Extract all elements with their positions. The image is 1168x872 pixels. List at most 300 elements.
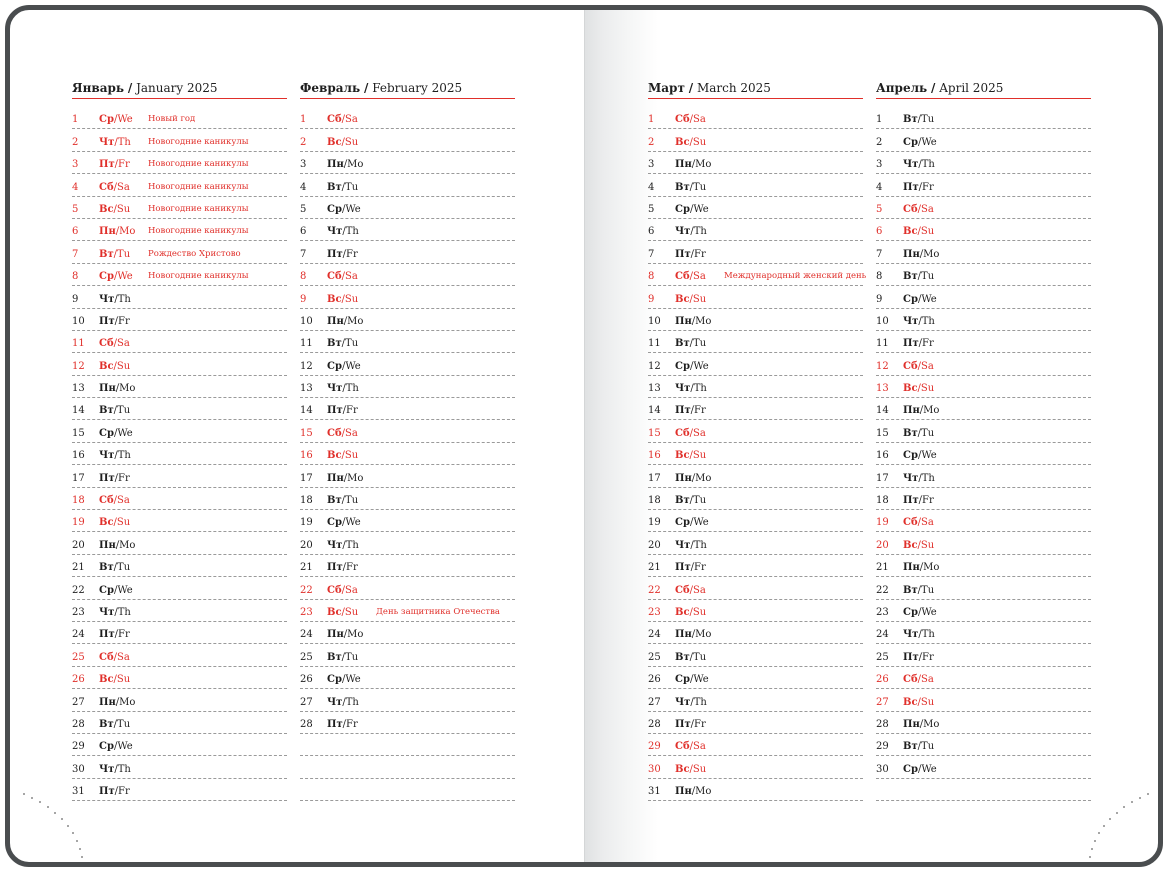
day-row — [648, 420, 863, 442]
month-name-ru: Март — [648, 81, 685, 95]
weekday: Пн/Mo — [903, 562, 940, 574]
day-number: 10 — [876, 315, 889, 327]
day-number: 25 — [72, 651, 85, 663]
weekday-ru: Вс — [903, 539, 918, 551]
month-name-en: April 2025 — [939, 81, 1004, 95]
weekday-en: Su — [344, 136, 359, 148]
day-row — [876, 129, 1091, 151]
weekday: Вт/Tu — [675, 338, 707, 350]
day-row — [876, 488, 1091, 510]
weekday-ru: Чт — [675, 383, 691, 395]
weekday-ru: Пн — [675, 629, 692, 641]
day-row — [300, 107, 515, 129]
weekday-en: Tu — [117, 248, 131, 260]
weekday: Вс/Su — [675, 450, 707, 462]
weekday-en: Tu — [117, 718, 131, 730]
weekday-en: Sa — [345, 271, 358, 283]
day-row — [72, 555, 287, 577]
weekday-en: Th — [117, 606, 131, 618]
weekday-ru: Пт — [903, 651, 919, 663]
weekday-ru: Вс — [327, 136, 342, 148]
month-header — [876, 80, 1091, 99]
weekday: Сб/Sa — [903, 360, 934, 372]
day-number: 28 — [648, 718, 661, 730]
weekday-en: We — [921, 293, 937, 305]
weekday-en: Fr — [694, 405, 706, 417]
day-number: 1 — [300, 114, 307, 126]
weekday-en: Su — [920, 226, 935, 238]
weekday-ru: Пн — [327, 629, 344, 641]
weekday: Сб/Sa — [903, 674, 934, 686]
weekday-ru: Сб — [675, 271, 690, 283]
day-row — [876, 532, 1091, 554]
day-number: 17 — [72, 472, 85, 484]
day-row — [300, 241, 515, 263]
weekday-en: Sa — [921, 674, 934, 686]
day-number: 26 — [72, 674, 85, 686]
weekday-en: We — [117, 584, 133, 596]
day-row — [300, 398, 515, 420]
weekday: Пн/Mo — [99, 226, 136, 238]
day-row — [648, 555, 863, 577]
weekday-en: Sa — [693, 427, 706, 439]
weekday-en: Su — [920, 539, 935, 551]
weekday-ru: Пн — [675, 472, 692, 484]
weekday-ru: Сб — [327, 427, 342, 439]
day-row — [300, 667, 515, 689]
weekday-en: Mo — [923, 718, 940, 730]
day-row — [72, 376, 287, 398]
weekday-en: Tu — [345, 495, 359, 507]
day-row — [876, 152, 1091, 174]
holiday-note: Новогодние каникулы — [148, 136, 249, 147]
weekday: Вс/Su — [675, 293, 707, 305]
weekday: Ср/We — [327, 203, 361, 215]
day-row — [648, 241, 863, 263]
corner-dots-right — [1084, 790, 1154, 862]
weekday: Пт/Fr — [99, 315, 130, 327]
day-row — [648, 488, 863, 510]
weekday-en: Fr — [118, 629, 130, 641]
weekday-en: Tu — [921, 427, 935, 439]
day-number: 8 — [72, 271, 79, 283]
day-number: 17 — [300, 472, 313, 484]
weekday: Пн/Mo — [327, 629, 364, 641]
weekday: Ср/We — [99, 741, 133, 753]
day-number: 29 — [648, 741, 661, 753]
day-row — [876, 443, 1091, 465]
weekday: Вс/Su — [327, 606, 359, 618]
weekday-ru: Ср — [99, 741, 114, 753]
day-row — [300, 197, 515, 219]
month-separator: / — [688, 81, 694, 95]
month-february — [300, 80, 515, 801]
day-row — [648, 174, 863, 196]
weekday-ru: Пн — [327, 159, 344, 171]
weekday-en: Mo — [695, 629, 712, 641]
day-row — [648, 219, 863, 241]
weekday-en: We — [345, 203, 361, 215]
weekday-ru: Сб — [903, 203, 918, 215]
weekday-en: We — [117, 114, 133, 126]
weekday: Пт/Fr — [327, 248, 358, 260]
weekday-ru: Пн — [903, 405, 920, 417]
day-number: 7 — [876, 248, 883, 260]
weekday: Пт/Fr — [327, 562, 358, 574]
weekday-en: Su — [344, 450, 359, 462]
day-number: 19 — [300, 517, 313, 529]
weekday-en: Th — [345, 539, 359, 551]
weekday-en: Mo — [923, 562, 940, 574]
day-row — [648, 353, 863, 375]
holiday-note: Рождество Христово — [148, 248, 241, 259]
day-number: 25 — [876, 651, 889, 663]
weekday: Чт/Th — [903, 159, 935, 171]
day-number: 17 — [876, 472, 889, 484]
weekday-en: Mo — [119, 696, 136, 708]
day-number: 22 — [876, 584, 889, 596]
day-row — [876, 174, 1091, 196]
day-number: 21 — [876, 562, 889, 574]
weekday-en: Tu — [117, 405, 131, 417]
day-number: 13 — [300, 383, 313, 395]
day-row — [876, 241, 1091, 263]
day-number: 13 — [648, 383, 661, 395]
day-number: 8 — [648, 271, 655, 283]
weekday-ru: Пт — [903, 338, 919, 350]
day-row — [300, 577, 515, 599]
weekday: Пт/Fr — [99, 159, 130, 171]
weekday-en: Th — [693, 383, 707, 395]
weekday-en: Th — [921, 629, 935, 641]
weekday-ru: Чт — [99, 293, 115, 305]
day-row — [300, 309, 515, 331]
day-number: 3 — [72, 159, 79, 171]
weekday-en: Su — [692, 763, 707, 775]
weekday-ru: Вс — [903, 226, 918, 238]
day-number: 19 — [648, 517, 661, 529]
day-number: 17 — [648, 472, 661, 484]
day-row — [300, 622, 515, 644]
weekday: Чт/Th — [675, 696, 707, 708]
day-number: 16 — [648, 450, 661, 462]
weekday: Чт/Th — [903, 472, 935, 484]
weekday: Сб/Sa — [675, 114, 706, 126]
weekday-ru: Чт — [99, 450, 115, 462]
day-number: 16 — [300, 450, 313, 462]
day-row — [72, 667, 287, 689]
weekday-ru: Вс — [99, 203, 114, 215]
weekday-ru: Пн — [675, 315, 692, 327]
day-number: 2 — [876, 136, 883, 148]
weekday: Ср/We — [903, 450, 937, 462]
weekday-ru: Пн — [327, 472, 344, 484]
weekday-ru: Чт — [99, 606, 115, 618]
day-row — [648, 107, 863, 129]
day-number: 24 — [876, 629, 889, 641]
weekday: Пн/Mo — [675, 315, 712, 327]
weekday-ru: Вс — [99, 360, 114, 372]
day-row — [648, 577, 863, 599]
weekday-en: Fr — [922, 181, 934, 193]
day-number: 14 — [876, 405, 889, 417]
day-row — [72, 152, 287, 174]
weekday: Пт/Fr — [675, 562, 706, 574]
weekday-en: We — [345, 517, 361, 529]
weekday-en: Mo — [695, 786, 712, 798]
weekday-en: Sa — [345, 427, 358, 439]
weekday-en: We — [117, 271, 133, 283]
weekday-ru: Вт — [327, 651, 342, 663]
weekday: Чт/Th — [675, 539, 707, 551]
day-number: 5 — [876, 203, 883, 215]
weekday-ru: Пн — [903, 718, 920, 730]
weekday: Пт/Fr — [675, 248, 706, 260]
weekday-en: Sa — [117, 338, 130, 350]
weekday-ru: Пт — [99, 472, 115, 484]
month-name-en: January 2025 — [136, 81, 218, 95]
weekday: Пт/Fr — [99, 472, 130, 484]
weekday-en: Sa — [921, 203, 934, 215]
weekday-en: Th — [345, 226, 359, 238]
weekday-ru: Чт — [327, 383, 343, 395]
weekday-en: We — [921, 450, 937, 462]
weekday: Вс/Su — [327, 136, 359, 148]
day-row — [876, 689, 1091, 711]
day-number: 24 — [72, 629, 85, 641]
weekday: Вт/Tu — [99, 405, 131, 417]
weekday-en: Fr — [118, 315, 130, 327]
weekday-ru: Пт — [99, 786, 115, 798]
day-row — [648, 398, 863, 420]
weekday: Вс/Su — [903, 539, 935, 551]
day-row — [876, 398, 1091, 420]
day-number: 12 — [876, 360, 889, 372]
weekday: Вс/Su — [327, 293, 359, 305]
weekday-ru: Вт — [99, 562, 114, 574]
weekday-en: Th — [921, 315, 935, 327]
weekday-en: Mo — [695, 472, 712, 484]
day-number: 24 — [648, 629, 661, 641]
weekday-ru: Ср — [675, 517, 690, 529]
weekday-en: Mo — [923, 405, 940, 417]
day-number: 18 — [72, 495, 85, 507]
day-row — [876, 712, 1091, 734]
weekday: Сб/Sa — [99, 651, 130, 663]
weekday-ru: Вс — [675, 763, 690, 775]
day-number: 16 — [876, 450, 889, 462]
day-number: 27 — [876, 696, 889, 708]
weekday-en: Fr — [694, 562, 706, 574]
weekday: Вт/Tu — [903, 427, 935, 439]
weekday: Ср/We — [903, 293, 937, 305]
weekday-ru: Вт — [99, 405, 114, 417]
weekday-en: Su — [116, 203, 131, 215]
weekday-en: Fr — [118, 472, 130, 484]
day-row-empty — [876, 779, 1091, 801]
day-list — [72, 107, 287, 801]
day-row — [300, 644, 515, 666]
day-row — [72, 577, 287, 599]
weekday-ru: Сб — [675, 114, 690, 126]
day-row — [300, 286, 515, 308]
weekday-ru: Вс — [327, 606, 342, 618]
weekday: Вс/Su — [327, 450, 359, 462]
day-row — [648, 712, 863, 734]
day-number: 27 — [72, 696, 85, 708]
day-number: 6 — [72, 226, 79, 238]
weekday-ru: Ср — [675, 360, 690, 372]
day-number: 7 — [300, 248, 307, 260]
weekday-ru: Пн — [99, 226, 116, 238]
day-number: 22 — [72, 584, 85, 596]
weekday-ru: Вт — [675, 181, 690, 193]
day-number: 28 — [300, 718, 313, 730]
weekday-en: Tu — [693, 181, 707, 193]
day-row — [72, 734, 287, 756]
day-number: 20 — [876, 539, 889, 551]
weekday-en: We — [345, 674, 361, 686]
holiday-note: Новогодние каникулы — [148, 181, 249, 192]
weekday: Ср/We — [675, 674, 709, 686]
weekday-en: Mo — [695, 315, 712, 327]
weekday-en: We — [345, 360, 361, 372]
day-row — [648, 331, 863, 353]
weekday: Сб/Sa — [675, 584, 706, 596]
month-january — [72, 80, 287, 801]
day-number: 12 — [648, 360, 661, 372]
weekday: Сб/Sa — [675, 427, 706, 439]
weekday: Ср/We — [675, 203, 709, 215]
weekday: Сб/Sa — [327, 427, 358, 439]
weekday-en: Fr — [118, 159, 130, 171]
weekday: Сб/Sa — [99, 181, 130, 193]
weekday-en: Sa — [345, 584, 358, 596]
day-number: 26 — [876, 674, 889, 686]
weekday-ru: Пт — [903, 181, 919, 193]
weekday: Пн/Mo — [99, 383, 136, 395]
day-number: 1 — [72, 114, 79, 126]
month-name-ru: Февраль — [300, 81, 361, 95]
day-row — [300, 532, 515, 554]
day-number: 23 — [72, 606, 85, 618]
weekday: Ср/We — [327, 517, 361, 529]
weekday: Ср/We — [99, 114, 133, 126]
weekday: Вс/Su — [99, 674, 131, 686]
day-row — [648, 309, 863, 331]
holiday-note: Международный женский день — [724, 271, 867, 282]
weekday-ru: Ср — [327, 517, 342, 529]
weekday: Вс/Su — [675, 763, 707, 775]
day-row — [648, 622, 863, 644]
day-row — [300, 129, 515, 151]
day-row — [876, 667, 1091, 689]
weekday-en: Tu — [345, 338, 359, 350]
weekday-ru: Сб — [675, 427, 690, 439]
weekday-ru: Пт — [327, 718, 343, 730]
day-row — [72, 443, 287, 465]
month-header — [72, 80, 287, 99]
month-march — [648, 80, 867, 801]
weekday: Чт/Th — [903, 629, 935, 641]
weekday-ru: Вт — [675, 495, 690, 507]
day-number: 18 — [876, 495, 889, 507]
weekday-ru: Чт — [99, 763, 115, 775]
day-list — [300, 107, 515, 801]
weekday: Вс/Su — [99, 360, 131, 372]
weekday-ru: Чт — [327, 696, 343, 708]
weekday-ru: Вт — [675, 651, 690, 663]
holiday-note: День защитника Отечества — [376, 606, 500, 617]
holiday-note: Новогодние каникулы — [148, 271, 249, 282]
day-row — [876, 353, 1091, 375]
weekday-ru: Вт — [675, 338, 690, 350]
weekday-ru: Ср — [903, 293, 918, 305]
month-name-ru: Январь — [72, 81, 125, 95]
day-number: 20 — [300, 539, 313, 551]
weekday-en: Sa — [345, 114, 358, 126]
weekday-ru: Вс — [327, 293, 342, 305]
weekday-en: Su — [692, 450, 707, 462]
day-row — [648, 734, 863, 756]
day-row — [72, 309, 287, 331]
day-number: 21 — [300, 562, 313, 574]
day-row — [876, 622, 1091, 644]
weekday-ru: Пт — [99, 629, 115, 641]
weekday: Вт/Tu — [327, 495, 359, 507]
day-number: 10 — [72, 315, 85, 327]
weekday-ru: Вт — [99, 248, 114, 260]
day-row — [72, 331, 287, 353]
day-number: 30 — [648, 763, 661, 775]
day-row — [72, 107, 287, 129]
weekday-ru: Сб — [99, 338, 114, 350]
weekday: Сб/Sa — [99, 338, 130, 350]
day-row — [876, 331, 1091, 353]
day-row — [300, 331, 515, 353]
day-number: 11 — [72, 338, 85, 350]
weekday-ru: Вт — [903, 114, 918, 126]
day-row — [300, 219, 515, 241]
day-row — [72, 532, 287, 554]
day-number: 3 — [648, 159, 655, 171]
day-number: 30 — [876, 763, 889, 775]
weekday-en: Sa — [117, 181, 130, 193]
weekday-en: Th — [921, 472, 935, 484]
weekday: Пн/Mo — [327, 472, 364, 484]
day-number: 12 — [72, 360, 85, 372]
day-row — [876, 465, 1091, 487]
day-number: 31 — [648, 786, 661, 798]
day-row — [876, 264, 1091, 286]
day-number: 5 — [72, 203, 79, 215]
day-row — [648, 756, 863, 778]
day-number: 6 — [876, 226, 883, 238]
weekday: Пн/Mo — [675, 629, 712, 641]
weekday: Вт/Tu — [903, 114, 935, 126]
day-row — [300, 174, 515, 196]
weekday-ru: Пт — [675, 405, 691, 417]
weekday: Ср/We — [99, 427, 133, 439]
weekday: Вт/Tu — [327, 338, 359, 350]
weekday: Вт/Tu — [327, 181, 359, 193]
weekday-ru: Сб — [327, 114, 342, 126]
weekday: Сб/Sa — [327, 271, 358, 283]
weekday-en: Su — [920, 696, 935, 708]
weekday-ru: Ср — [99, 114, 114, 126]
day-number: 16 — [72, 450, 85, 462]
day-row — [648, 689, 863, 711]
